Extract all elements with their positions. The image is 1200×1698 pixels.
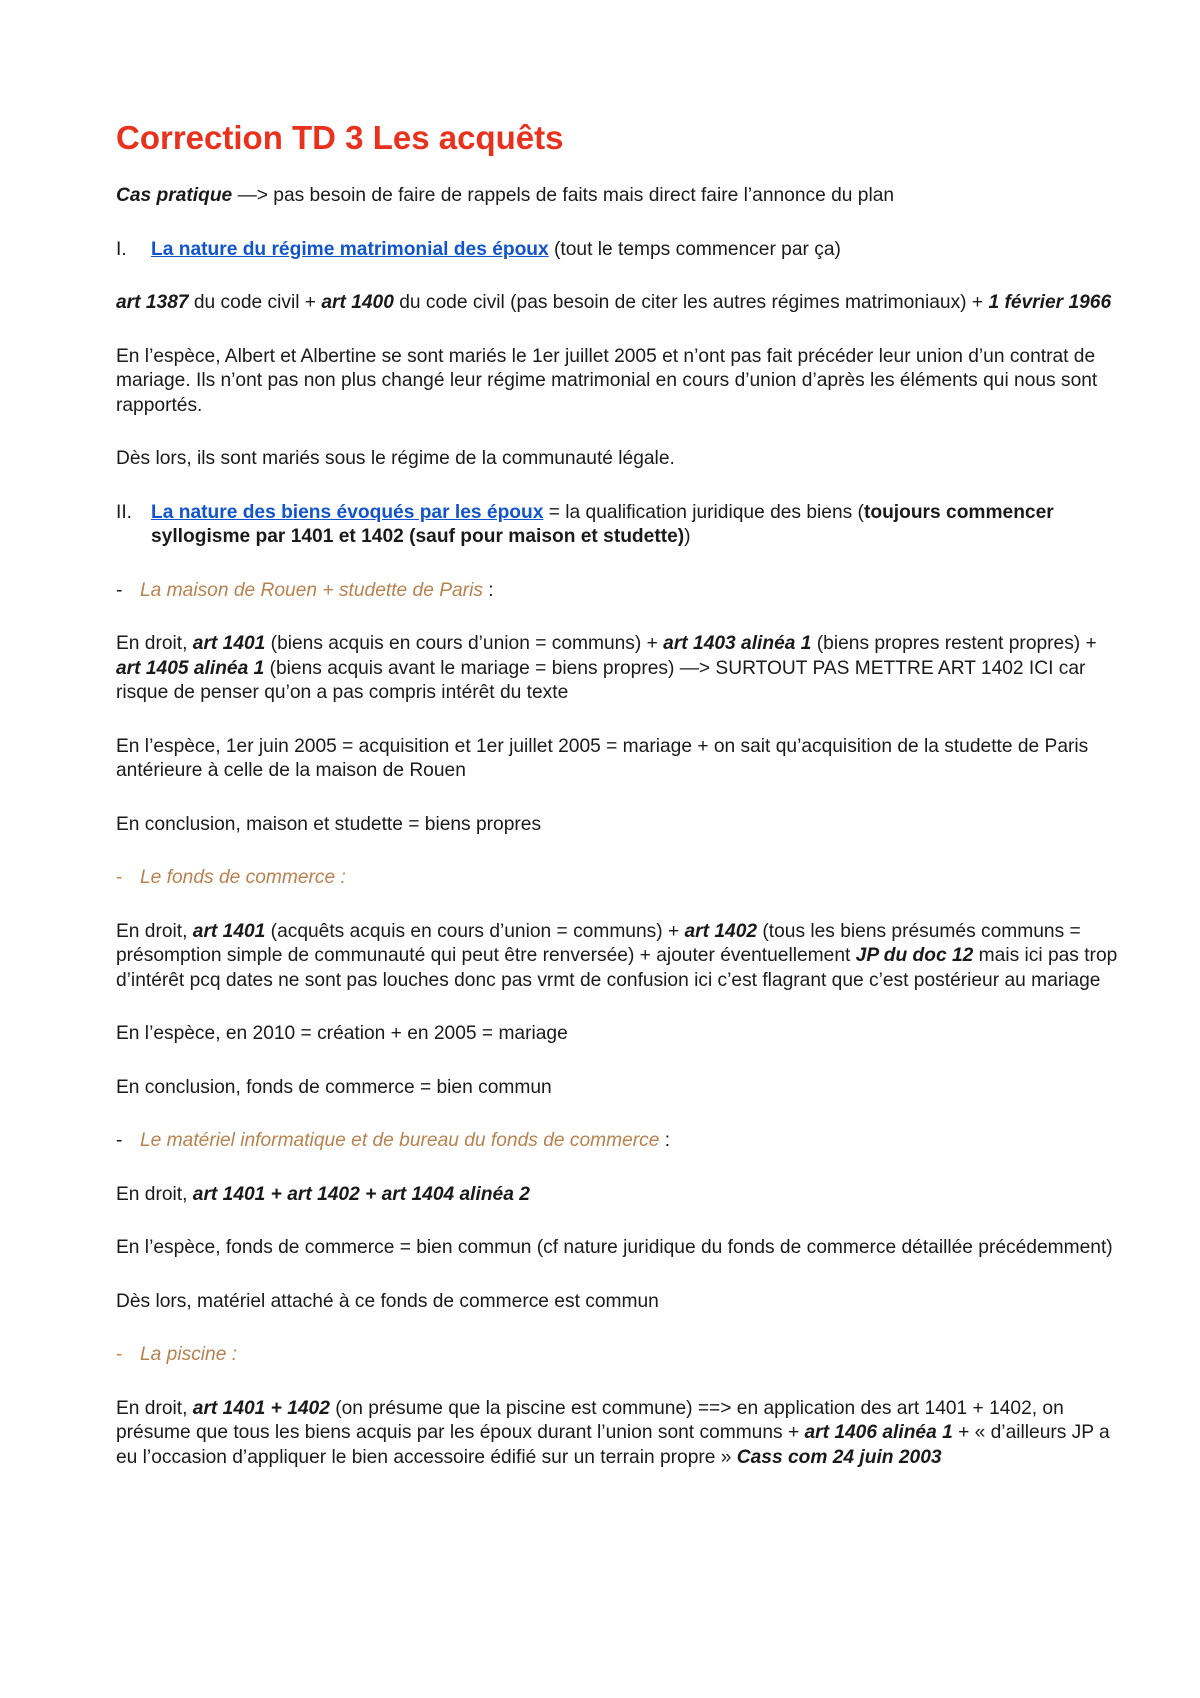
section-1-number: I. — [116, 238, 127, 260]
subheading-title: La piscine : — [140, 1344, 238, 1365]
ref-art-1401: art 1401 — [192, 633, 266, 654]
subheading-title: Le matériel informatique et de bureau du fonds de commerce — [140, 1130, 660, 1151]
paragraph-droit-materiel — [116, 1183, 1126, 1208]
text-span: (biens acquis en cours d’union = communs) + — [265, 633, 664, 654]
subheading-fonds — [116, 866, 1126, 891]
section-1-link[interactable]: La nature du régime matrimonial des époux — [151, 238, 549, 260]
ref-date-1966: 1 février 1966 — [988, 292, 1112, 313]
list-dash: - — [116, 1344, 123, 1365]
paragraph-articles-regime — [116, 291, 1126, 316]
text-span: (biens acquis avant le mariage = biens propres) —> SURTOUT PAS METTRE ART 1402 ICI car risque de penser qu’on a pas compris intérêt du texte — [116, 657, 1086, 703]
section-2-link[interactable]: La nature des biens évoqués par les époux — [151, 501, 544, 523]
text-span: (acquêts acquis en cours d’union = communs) + — [265, 920, 685, 942]
ref-cass-com-2003: Cass com 24 juin 2003 — [736, 1446, 942, 1468]
paragraph-droit-maison — [116, 632, 1126, 706]
section-2-bold-note: toujours commencer syllogisme par 1401 et 1402 (sauf pour maison et studette) — [151, 501, 1054, 547]
text-span: du code civil + — [188, 292, 322, 313]
list-dash: - — [116, 867, 123, 888]
section-2-note-end: ) — [684, 526, 691, 547]
text-span: En droit, — [116, 1397, 193, 1419]
ref-art-1402: art 1402 — [684, 920, 758, 942]
intro-text: —> pas besoin de faire de rappels de faits mais direct faire l’annonce du plan — [232, 185, 895, 206]
document-page — [116, 118, 1126, 1499]
ref-art-1387: art 1387 — [116, 292, 189, 313]
subheading-colon: : — [659, 1130, 671, 1151]
subheading-piscine — [116, 1343, 1126, 1368]
ref-art-1405: art 1405 alinéa 1 — [116, 657, 265, 679]
intro-paragraph — [116, 184, 1126, 209]
paragraph-espece-materiel: En l’espèce, fonds de commerce = bien commun (cf nature juridique du fonds de commerce détaillée précédemment) — [116, 1237, 1113, 1258]
subheading-maison — [116, 579, 1126, 604]
paragraph-conclusion-regime: Dès lors, ils sont mariés sous le régime de la communauté légale. — [116, 448, 675, 469]
ref-art-1401: art 1401 — [192, 920, 266, 942]
text-span: mais ici pas trop d’intérêt pcq dates ne sont pas louches donc pas vrmt de confusion ici c’est flagrant que c’est postérieur au mariage — [116, 945, 1118, 991]
intro-label: Cas pratique — [116, 185, 233, 206]
text-span: du code civil (pas besoin de citer les autres régimes matrimoniaux) + — [393, 292, 989, 313]
section-1-note: (tout le temps commencer par ça) — [548, 238, 841, 260]
list-dash: - — [116, 1130, 123, 1151]
section-1-heading — [116, 238, 1126, 263]
text-span: En droit, — [116, 633, 193, 654]
subheading-title: Le fonds de commerce : — [140, 867, 346, 888]
text-span: En droit, — [116, 920, 193, 942]
section-2-note: = la qualification juridique des biens ( — [543, 501, 864, 523]
document-title: Correction TD 3 Les acquêts — [116, 119, 564, 156]
paragraph-espece-fonds: En l’espèce, en 2010 = création + en 2005 = mariage — [116, 1023, 568, 1044]
paragraph-conclusion-fonds: En conclusion, fonds de commerce = bien commun — [116, 1076, 552, 1098]
ref-jp-doc-12: JP du doc 12 — [855, 945, 974, 966]
subheading-colon: : — [482, 579, 494, 601]
ref-art-1406: art 1406 alinéa 1 — [804, 1422, 953, 1443]
subheading-materiel — [116, 1129, 1126, 1154]
text-span: En droit, — [116, 1183, 193, 1205]
paragraph-conclusion-maison: En conclusion, maison et studette = biens propres — [116, 813, 542, 835]
ref-art-1403: art 1403 alinéa 1 — [663, 633, 812, 654]
text-span: + « d’ailleurs JP a eu l’occasion d’appliquer le bien accessoire édifié sur un terrain propre » — [116, 1422, 1110, 1468]
paragraph-droit-fonds — [116, 920, 1126, 994]
subheading-title: La maison de Rouen + studette de Paris — [140, 579, 483, 601]
paragraph-conclusion-materiel: Dès lors, matériel attaché à ce fonds de commerce est commun — [116, 1290, 659, 1312]
paragraph-espece-maison: En l’espèce, 1er juin 2005 = acquisition et 1er juillet 2005 = mariage + on sait qu’acquisition de la studette de Paris antérieure à celle de la maison de Rouen — [116, 735, 1089, 781]
ref-art-1401-1402: art 1401 + 1402 — [192, 1397, 330, 1419]
text-span: (on présume que la piscine est commune) ==> en application des art 1401 + 1402, on présume que tous les biens acquis par les époux durant l’union sont communs + — [116, 1397, 1064, 1443]
text-span: (tous les biens présumés communs = présomption simple de communauté qui peut être renversée) + ajouter éventuellement — [116, 920, 1081, 966]
paragraph-droit-piscine — [116, 1397, 1126, 1471]
paragraph-espece-regime: En l’espèce, Albert et Albertine se sont mariés le 1er juillet 2005 et n’ont pas fait précéder leur union d’un contrat de mariage. Ils n’ont pas non plus changé leur régime matrimonial en cours d’union d’après les éléments qui nous sont rapportés. — [116, 345, 1098, 416]
section-2-number: II. — [116, 501, 132, 523]
list-dash: - — [116, 579, 123, 601]
ref-articles: art 1401 + art 1402 + art 1404 alinéa 2 — [192, 1183, 530, 1205]
ref-art-1400: art 1400 — [321, 292, 394, 313]
section-2-heading — [116, 501, 1126, 550]
text-span: (biens propres restent propres) + — [811, 633, 1097, 654]
